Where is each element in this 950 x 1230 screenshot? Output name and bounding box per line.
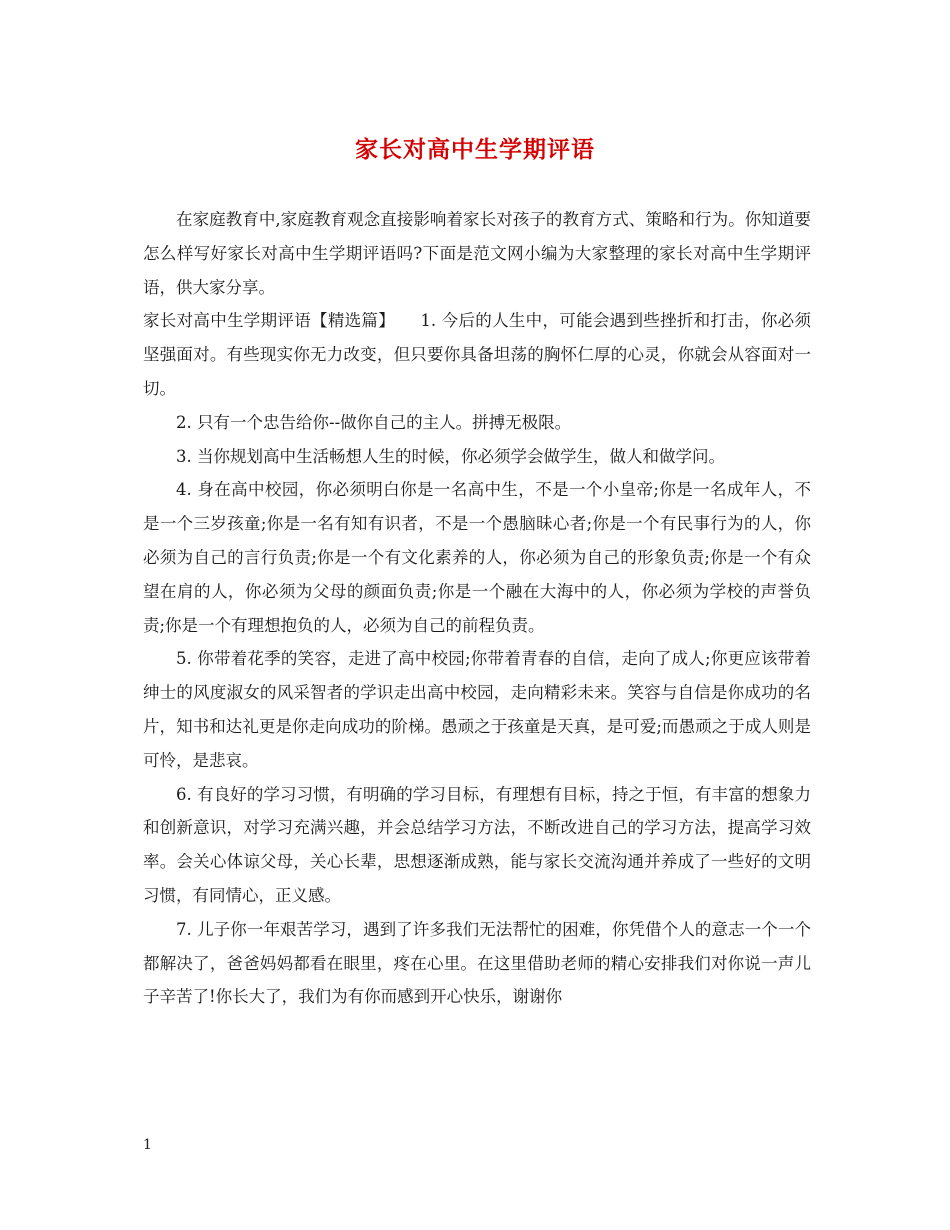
paragraph-item-7: 7. 儿子你一年艰苦学习，遇到了许多我们无法帮忙的困难，你凭借个人的意志一个一个都解决了，爸爸妈妈都看在眼里，疼在心里。在这里借助老师的精心安排我们对你说一声儿子辛苦了!你长大了，我们为有你而感到开心快乐，谢谢你 (143, 919, 811, 1007)
paragraph-intro: 在家庭教育中,家庭教育观念直接影响着家长对孩子的教育方式、策略和行为。你知道要怎么样写好家长对高中生学期评语吗?下面是范文网小编为大家整理的家长对高中生学期评语，供大家分享。 (143, 210, 811, 297)
paragraph-item-5: 5. 你带着花季的笑容，走进了高中校园;你带着青春的自信，走向了成人;你更应该带着绅士的风度淑女的风采智者的学识走出高中校园，走向精彩未来。笑容与自信是你成功的名片，知书和达礼更是你走向成功的阶梯。愚顽之于孩童是天真，是可爱;而愚顽之于成人则是可怜，是悲哀。 (143, 649, 811, 770)
paragraph-item-3: 3. 当你规划高中生活畅想人生的时候，你必须学会做学生，做人和做学问。 (176, 446, 725, 466)
page-number: 1 (143, 1137, 152, 1153)
paragraph-item-2: 2. 只有一个忠告给你--做你自己的主人。拼搏无极限。 (176, 412, 572, 432)
document-body (143, 203, 811, 1014)
document-title: 家长对高中生学期评语 (355, 136, 595, 163)
paragraph-item-1: 家长对高中生学期评语【精选篇】 1. 今后的人生中，可能会遇到些挫折和打击，你必须坚强面对。有些现实你无力改变，但只要你具备坦荡的胸怀仁厚的心灵，你就会从容面对一切。 (143, 311, 811, 398)
paragraph-item-4: 4. 身在高中校园，你必须明白你是一名高中生，不是一个小皇帝;你是一名成年人，不是一个三岁孩童;你是一名有知有识者，不是一个愚脑昧心者;你是一个有民事行为的人，你必须为自己的言行负责;你是一个有文化素养的人，你必须为自己的形象负责;你是一个有众望在肩的人，你必须为父母的颜面负责;你是一个融在大海中的人，你必须为学校的声誉负责;你是一个有理想抱负的人，必须为自己的前程负责。 (143, 480, 811, 635)
paragraph-item-6: 6. 有良好的学习习惯，有明确的学习目标，有理想有目标，持之于恒，有丰富的想象力和创新意识，对学习充满兴趣，并会总结学习方法，不断改进自己的学习方法，提高学习效率。会关心体谅父母，关心长辈，思想逐渐成熟，能与家长交流沟通并养成了一些好的文明习惯，有同情心，正义感。 (143, 784, 811, 905)
